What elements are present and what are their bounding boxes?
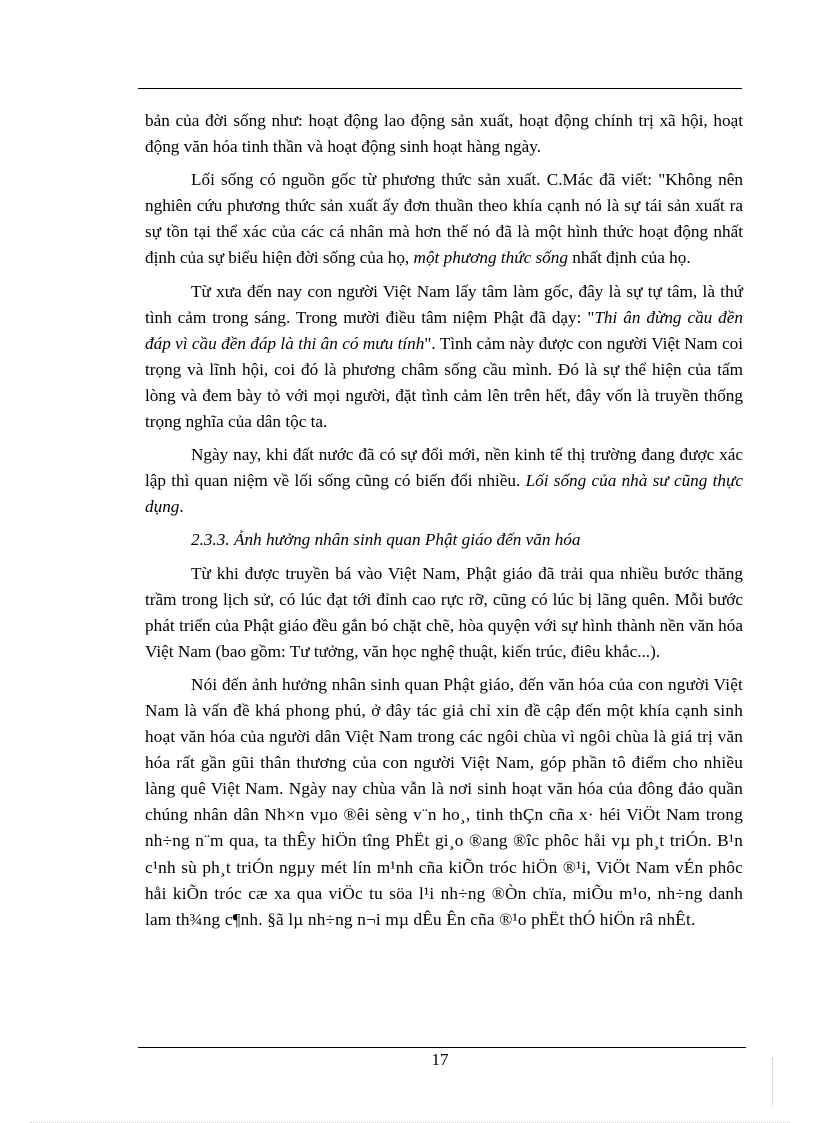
paragraph [145, 108, 743, 160]
text-run: nhất định của họ. [567, 248, 691, 268]
text-run: Từ xưa đến nay con người Việt Nam lấy tâm làm gốc, đây là sự tự tâm, là thứ tình cảm trong sáng. Trong mười điều tâm niệm Phật đã dạy: " [145, 281, 743, 327]
paragraph [145, 561, 743, 665]
text-run: Lối sống có nguồn gốc từ phương thức sản xuất. C.Mác đã viết: "Không nên nghiên cứu phương thức sản xuất ấy đơn thuần theo khía cạnh nó là sự tái sản xuất ra sự tồn tại thể xác của các cá nhân mà hơn thế nó đã là một hình thức hoạt động nhất định của sự biểu hiện đời sống của họ, [145, 170, 743, 268]
text-run: ". Tình cảm này được con người Việt Nam coi trọng và lĩnh hội, coi đó là phương châm sống cầu mình. Đó là sự thể hiện của tấm lòng và đem bày tỏ với mọi người, đặt tình cảm lên trên hết, đây vốn là truyền thống trọng nghĩa của dân tộc ta. [145, 333, 744, 432]
italic-text: Thi ân đừng cầu đền đáp vì cầu đền đáp là thi ân có mưu tính [145, 307, 744, 353]
paragraph [145, 279, 743, 436]
margin-mark [772, 1058, 774, 1106]
footer-rule [138, 1047, 746, 1048]
text-run: Từ khi được truyền bá vào Việt Nam, Phật giáo đã trải qua nhiều bước thăng trầm trong lịch sử, có lúc đạt tới đỉnh cao rực rỡ, cũng có lúc bị lãng quên. Mỗi bước phát triển của Phật giáo đều gắn bó chặt chẽ, hòa quyện với sự hình thành nền văn hóa Việt Nam (bao gồm: Tư tưởng, văn học nghệ thuật, kiến trúc, điêu khắc...). [145, 563, 743, 661]
italic-text: một phương thức sống [413, 248, 568, 268]
section-heading [145, 527, 743, 553]
header-rule [138, 88, 742, 89]
paragraph [145, 672, 743, 933]
italic-text: 2.3.3. Ảnh hưởng nhân sinh quan Phật giáo đến văn hóa [191, 530, 581, 550]
text-run: bản của đời sống như: hoạt động lao động sản xuất, hoạt động chính trị xã hội, hoạt động văn hóa tinh thần và hoạt động sinh hoạt hàng ngày. [145, 111, 743, 157]
text-run: . [179, 497, 184, 517]
page-number: 17 [431, 1050, 449, 1069]
paragraph [145, 167, 743, 271]
paragraph [145, 442, 743, 520]
body-text [145, 108, 743, 940]
text-run: Ngày nay, khi đất nước đã có sự đổi mới, nền kinh tế thị trường đang được xác lập thì quan niệm về lối sống cũng có biến đổi nhiều. [145, 445, 743, 491]
text-run: Nói đến ảnh hưởng nhân sinh quan Phật giáo, đến văn hóa của con người Việt Nam là vấn đề khá phong phú, ở đây tác giả chỉ xin đề cập đến một khía cạnh sinh hoạt văn hóa của người dân Việt Nam trong các ngôi chùa vì ngôi chùa là giá trị văn hóa rất gần gũi thân thương của con người Việt Nam, góp phần tô điểm cho nhiều làng quê Việt Nam. Ngày nay chùa vẫn là nơi sinh hoạt văn hóa của đông đảo quần chúng nhân dân Nh×n vµo ®êi sèng v¨n ho¸, tinh thÇn cña x· héi ViÖt Nam trong nh÷ng n¨m qua, ta thÊy hiÖn tîng PhËt gi¸o ®ang ®îc phôc håi vµ ph¸t triÓn. B¹n c¹nh sù ph¸t triÓn ngµy mét lín m¹nh cña kiÕn tróc hiÖn ®¹i, ViÖt Nam vÉn phôc håi kiÕn tróc cæ xa qua viÖc tu söa l¹i nh÷ng ®Òn chïa, miÕu m¹o, nh÷ng danh lam th¾ng c¶nh. §ã lµ nh÷ng n¬i mµ dÊu Ên cña ®¹o phËt thÓ hiÖn râ nhÊt. [145, 674, 743, 929]
italic-text: Lối sống của nhà sư cũng thực dụng [145, 471, 743, 517]
